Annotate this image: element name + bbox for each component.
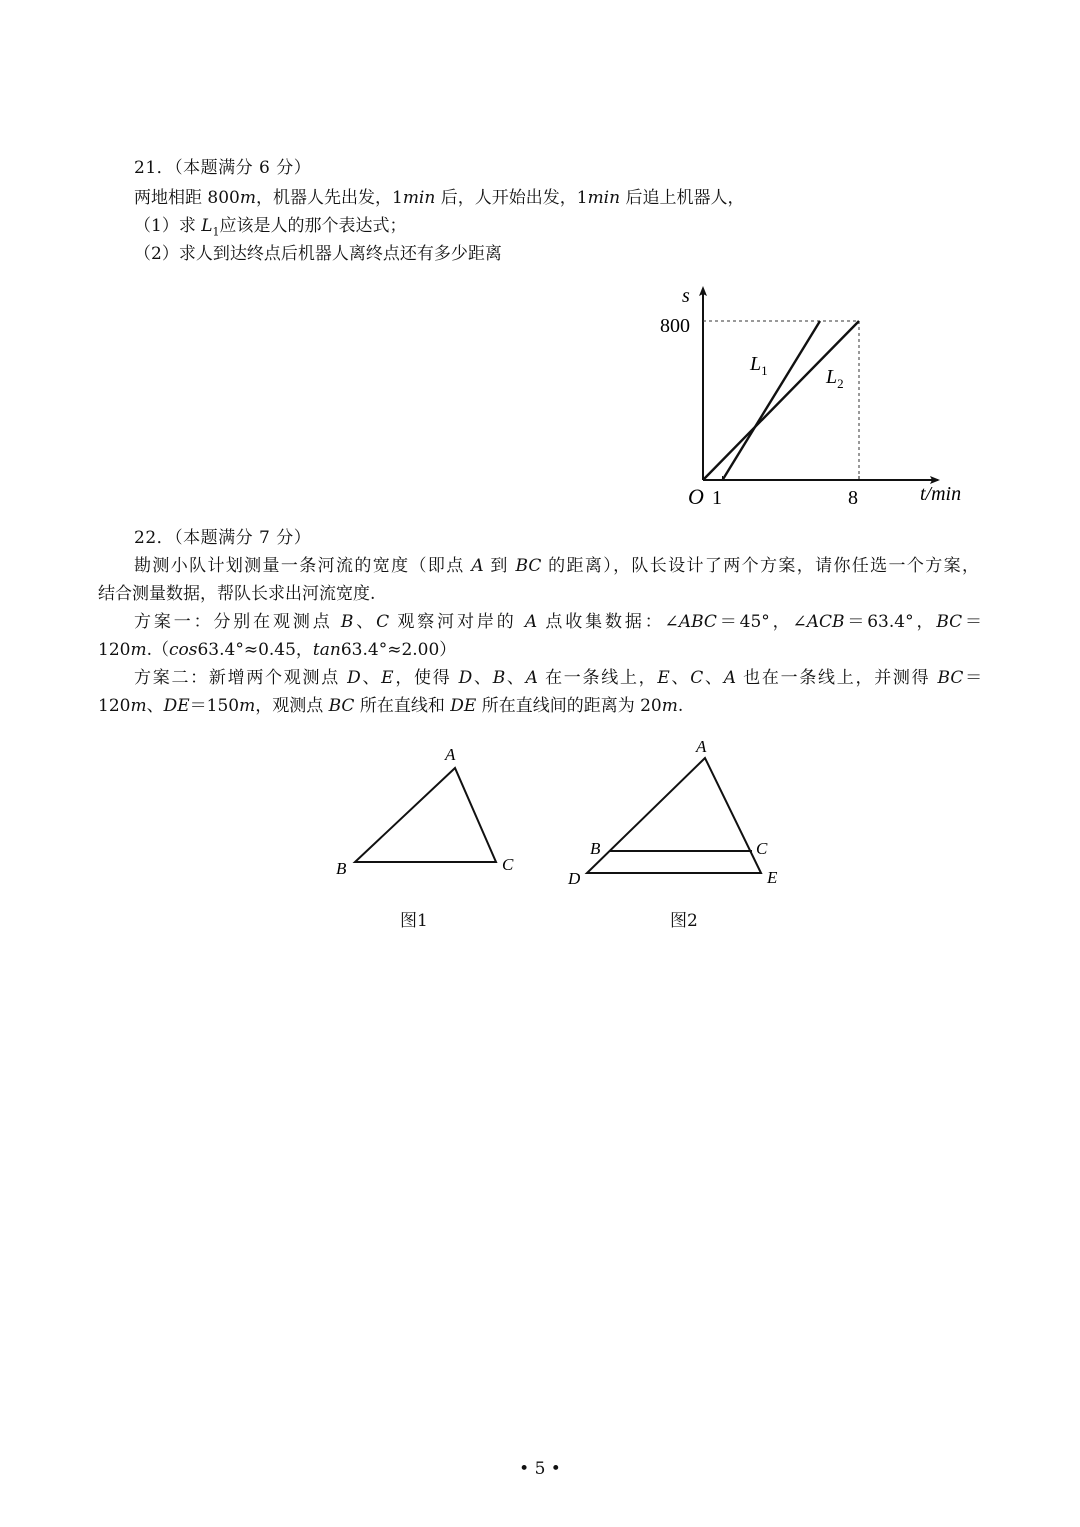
vertex-a-label: A [696, 737, 707, 756]
vertex-d-label: D [568, 869, 581, 888]
q21-header: 21．（本题满分 6 分） [134, 158, 312, 178]
vertex-b-label: B [336, 859, 347, 878]
x-axis-label: t/min [920, 483, 962, 505]
vertex-a-label: A [445, 745, 456, 764]
figure-2-triangle [560, 736, 800, 901]
figure-1-triangle [320, 738, 540, 888]
q22-plan-two-line-2: 120m、DE＝150m，观测点 BC 所在直线和 DE 所在直线间的距离为 20m. [98, 696, 684, 716]
triangle-abc [355, 768, 496, 862]
series-line-l1 [723, 321, 821, 480]
figure-1-caption: 图1 [400, 911, 428, 931]
graph-geometry [699, 286, 940, 484]
q21-problem-text: 两地相距 800m，机器人先出发，1min 后，人开始出发，1min 后追上机器人， [134, 188, 745, 208]
x-tick-1: 1 [712, 487, 722, 509]
x-tick-8: 8 [848, 487, 858, 509]
series-line-l2 [703, 321, 859, 480]
vertex-c-label: C [502, 855, 514, 874]
figure-2-caption: 图2 [670, 911, 698, 931]
q22-plan-two-line-1: 方案二：新增两个观测点 D、E，使得 D、B、A 在一条线上，E、C、A 也在一条线上，并测得 BC＝ [134, 668, 983, 688]
page-number: • 5 • [519, 1459, 561, 1479]
q22-plan-one-line-1: 方案一：分别在观测点 B、C 观察河对岸的 A 点收集数据：∠ABC＝45°，∠ACB＝63.4°，BC＝ [134, 612, 983, 632]
vertex-e-label: E [767, 868, 778, 887]
q22-problem-line-1: 勘测小队计划测量一条河流的宽度（即点 A 到 BC 的距离），队长设计了两个方案，请你任选一个方案， [134, 556, 979, 576]
triangle-ade [587, 758, 761, 873]
q21-subquestion-2: （2）求人到达终点后机器人离终点还有多少距离 [134, 244, 502, 264]
vertex-b-label: B [590, 839, 601, 858]
q22-plan-one-line-2: 120m.（cos63.4°≈0.45，tan63.4°≈2.00） [98, 640, 457, 660]
line-l2-label: $L_2$ [826, 366, 844, 391]
q21-subquestion-1: （1）求 $L_1$应该是人的那个表达式； [134, 216, 407, 239]
y-axis-label: s [682, 285, 690, 307]
origin-label: O [688, 484, 704, 509]
distance-time-graph [650, 280, 990, 520]
line-l1-label: $L_1$ [750, 353, 768, 378]
y-tick-800: 800 [660, 315, 690, 337]
q22-problem-line-2: 结合测量数据，帮队长求出河流宽度. [98, 584, 376, 604]
q22-header: 22．（本题满分 7 分） [134, 528, 312, 548]
vertex-c-label: C [756, 839, 768, 858]
